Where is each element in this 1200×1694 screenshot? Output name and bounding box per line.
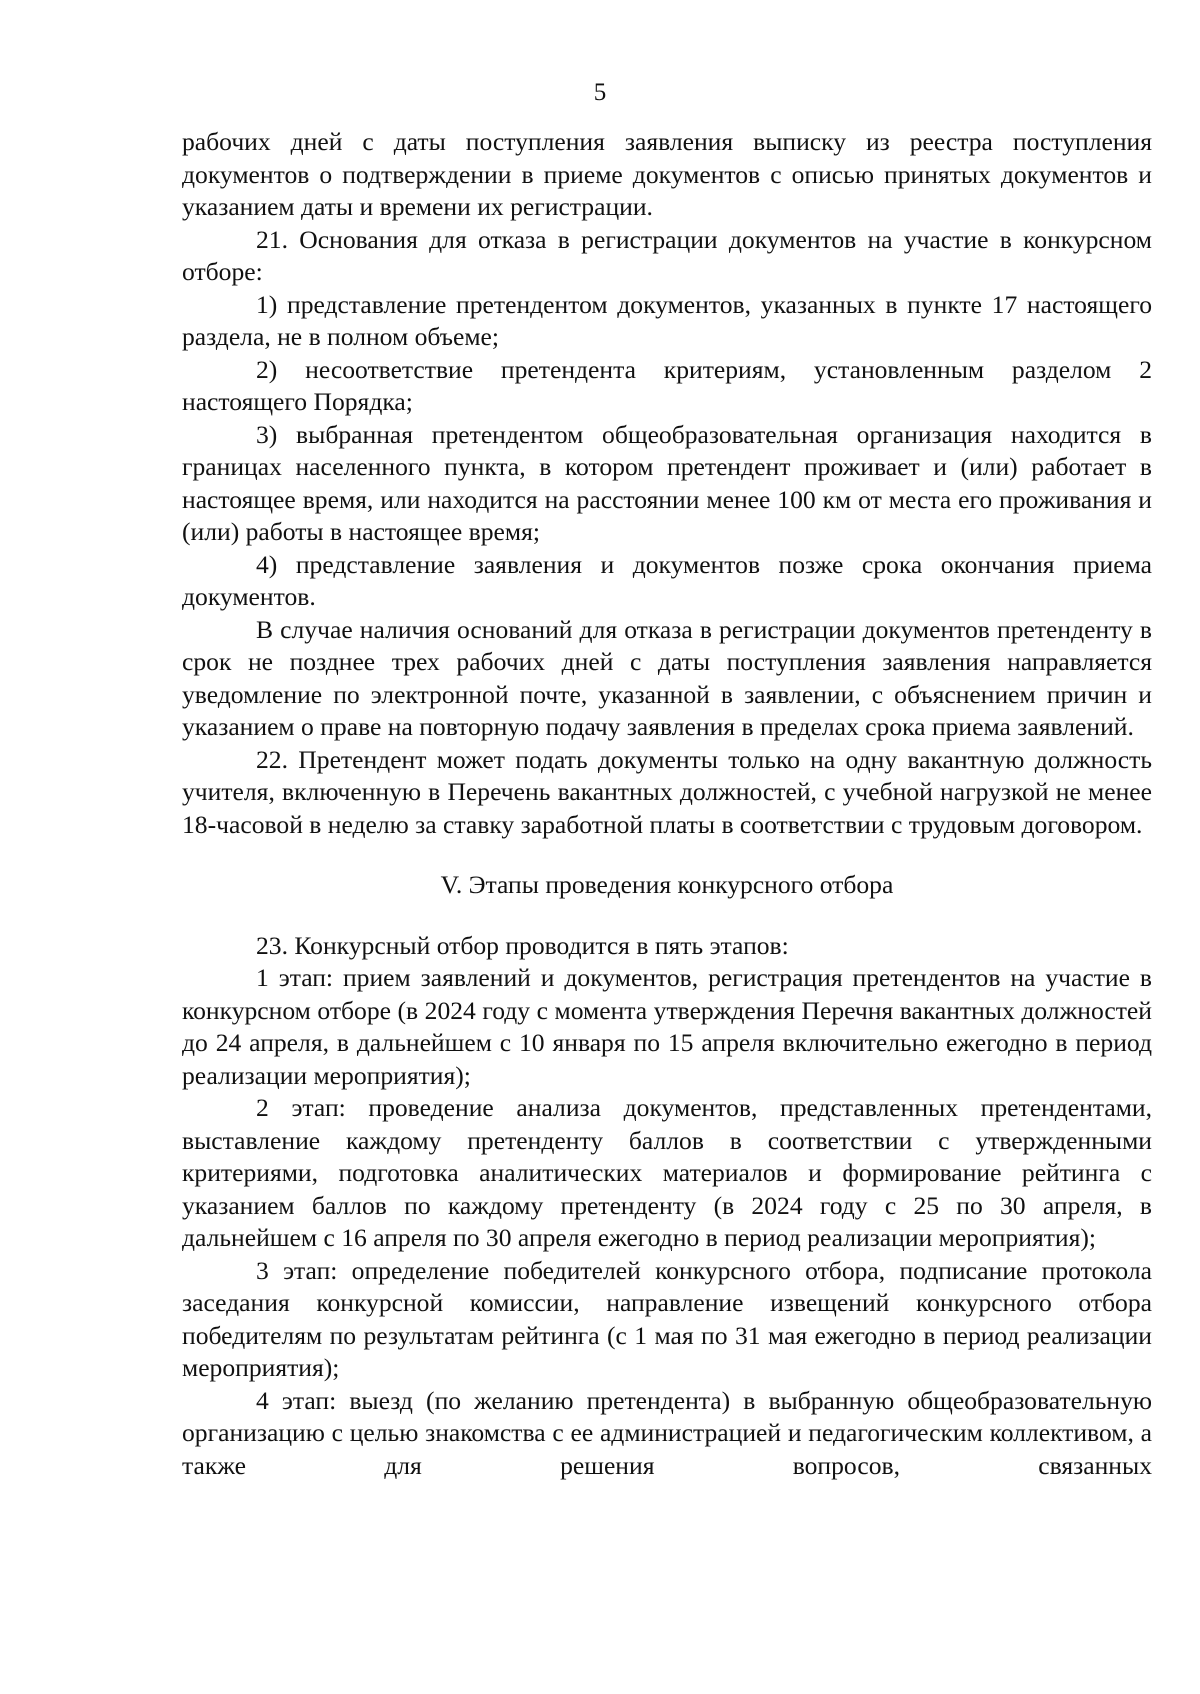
paragraph: рабочих дней с даты поступления заявления выписку из реестра поступления документов о подтверждении в приеме документов с описью принятых документов и указанием даты и времени их регистрации. — [182, 127, 1152, 221]
paragraphs-before-heading — [182, 126, 1152, 841]
paragraph: 1 этап: прием заявлений и документов, регистрация претендентов на участие в конкурсном отборе (в 2024 году с момента утверждения Перечня вакантных должностей до 24 апреля, в дальнейшем с 10 января по 15 апреля включительно ежегодно в период реализации мероприятия); — [182, 963, 1152, 1090]
paragraph: 2) несоответствие претендента критериям, установленным разделом 2 настоящего Порядка; — [182, 354, 1152, 416]
document-body — [182, 126, 1152, 1482]
paragraphs-after-heading — [182, 930, 1152, 1483]
paragraph: 4 этап: выезд (по желанию претендента) в выбранную общеобразовательную организацию с целью знакомства с ее администрацией и педагогическим коллективом, а также для решения вопросов, связанных — [182, 1385, 1152, 1480]
paragraph: 22. Претендент может подать документы только на одну вакантную должность учителя, включенную в Перечень вакантных должностей, с учебной нагрузкой не менее 18-часовой в неделю за ставку заработной платы в соответствии с трудовым договором. — [182, 744, 1152, 839]
paragraph: 3 этап: определение победителей конкурсного отбора, подписание протокола заседания конкурсной комиссии, направление извещений конкурсного отбора победителям по результатам рейтинга (с 1 мая по 31 мая ежегодно в период реализации мероприятия); — [182, 1255, 1152, 1382]
paragraph: 1) представление претендентом документов, указанных в пункте 17 настоящего раздела, не в полном объеме; — [182, 289, 1152, 351]
paragraph: 23. Конкурсный отбор проводится в пять этапов: — [256, 930, 789, 960]
paragraph: 21. Основания для отказа в регистрации документов на участие в конкурсном отборе: — [182, 224, 1152, 286]
paragraph: 2 этап: проведение анализа документов, представленных претендентами, выставление каждому претенденту баллов в соответствии с утвержденными критериями, подготовка аналитических материалов и формирование рейтинга с указанием баллов по каждому претенденту (в 2024 году с 25 по 30 апреля, в дальнейшем с 16 апреля по 30 апреля ежегодно в период реализации мероприятия); — [182, 1093, 1152, 1252]
page-number: 5 — [593, 79, 607, 106]
paragraph: 4) представление заявления и документов позже срока окончания приема документов. — [182, 549, 1152, 611]
paragraph: В случае наличия оснований для отказа в регистрации документов претенденту в срок не позднее трех рабочих дней с даты поступления заявления направляется уведомление по электронной почте, указанной в заявлении, с объяснением причин и указанием о праве на повторную подачу заявления в пределах срока приема заявлений. — [182, 614, 1152, 741]
section-heading: V. Этапы проведения конкурсного отбора — [440, 870, 894, 899]
paragraph: 3) выбранная претендентом общеобразовательная организация находится в границах населенного пункта, в котором претендент проживает и (или) работает в настоящее время, или находится на расстоянии менее 100 км от места его проживания и (или) работы в настоящее время; — [182, 419, 1152, 546]
